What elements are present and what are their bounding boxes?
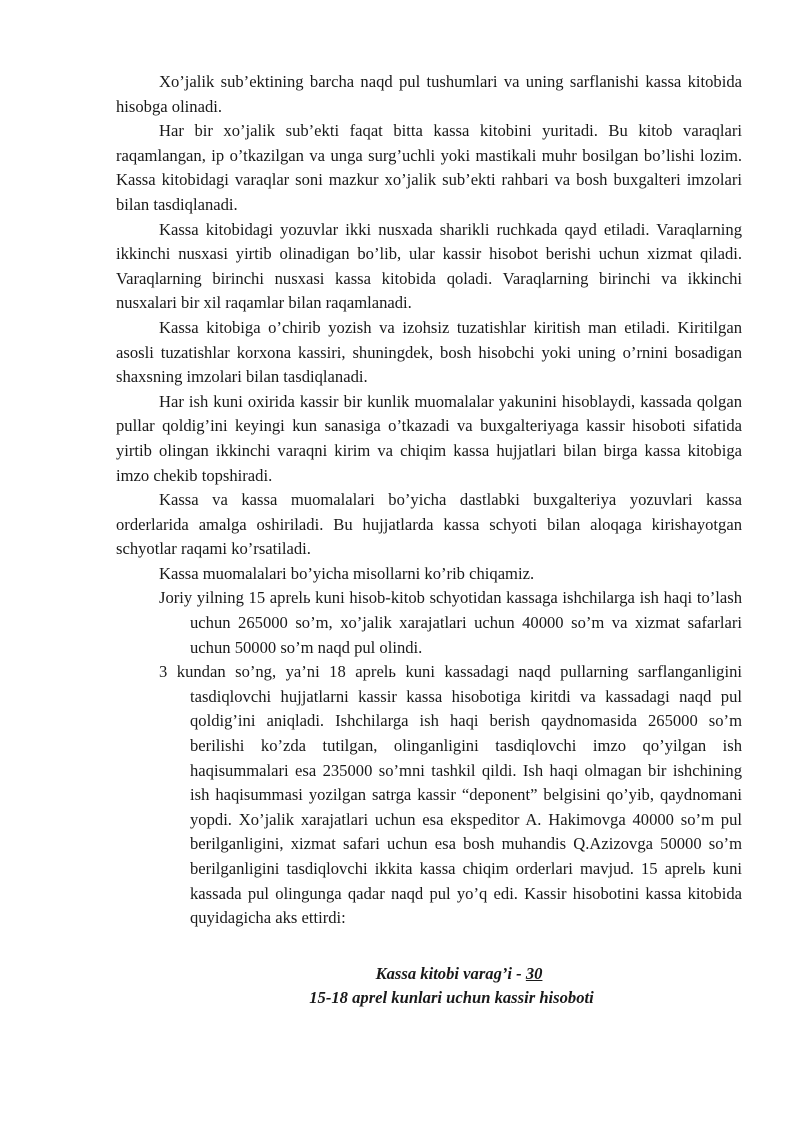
caption-title — [116, 962, 742, 987]
caption-title-text: Kassa kitobi varag’i - — [375, 963, 526, 983]
example-item: Joriy yilning 15 aprelь kuni hisob-kitob schyotidan kassaga ishchilarga ish haqi to’lash uchun 265000 so’m, xo’jalik xarajatlari uchun 40000 so’m va xizmat safarlari uchun 50000 so’m naqd pul olindi. — [159, 588, 742, 657]
examples-intro: Kassa muomalalari bo’yicha misollarni ko’rib chiqamiz. — [159, 563, 535, 583]
paragraph: Har bir xo’jalik sub’ekti faqat bitta kassa kitobini yuritadi. Bu kitob varaqlari raqamlangan, ip o’tkazilgan va unga surg’uchli yoki mastikali muhr bosilgan bo’lishi lozim. Kassa kitobidagi varaqlar soni mazkur xo’jalik sub’ekti rahbari va bosh buxgalteri imzolari bilan tasdiqlanadi. — [116, 121, 742, 214]
paragraph: Kassa kitobiga o’chirib yozish va izohsiz tuzatishlar kiritish man etiladi. Kiritilgan asosli tuzatishlar korxona kassiri, shuningdek, bosh hisobchi yoki uning o’rnini bosadigan shaxsning imzolari bilan tasdiqlanadi. — [116, 317, 742, 387]
document-page — [116, 70, 742, 1011]
paragraph: Kassa kitobidagi yozuvlar ikki nusxada sharikli ruchkada qayd etiladi. Varaqlarning ikkinchi nusxasi yirtib olinadigan bo’lib, ular kassir hisobot berishi uchun xizmat qiladi. Varaqlarning birinchi nusxasi kassa kitobida qoladi. Varaqlarning birinchi va ikkinchi nusxalari bir xil raqamlar bilan raqamlanadi. — [116, 219, 742, 313]
caption-subtitle: 15-18 aprel kunlari uchun kassir hisoboti — [309, 988, 594, 1008]
example-item: 3 kundan so’ng, ya’ni 18 aprelь kuni kassadagi naqd pullarning sarflanganligini tasdiqlovchi hujjatlarni kassir kassa hisobotiga kiritdi va kassadagi naqd pul qoldig’ini aniqladi. Ishchilarga ish haqi berish qaydnomasida 265000 so’m berilishi ko’zda tutilgan, olinganligini tasdiqlovchi imzo qo’yilgan ish haqisummalari esa 235000 so’mni tashkil qildi. Ish haqi olmagan bir ishchining ish haqisummasi yozilgan satrga kassir “deponent” belgisini qo’yib, qaydnomani yopdi. Xo’jalik xarajatlari uchun esa ekspeditor A. Hakimovga 40000 so’m pul berilganligini, xizmat safari uchun esa bosh muhandis Q.Azizovga 50000 so’m berilganligini tasdiqlovchi ikkita kassa chiqim orderlari mavjud. 15 aprelь kuni kassada pul olingunga qadar naqd pul yo’q edi. Kassir hisobotini kassa kitobida quyidagicha aks ettirdi: — [159, 662, 742, 928]
caption-page-number: 30 — [525, 963, 543, 983]
paragraph: Har ish kuni oxirida kassir bir kunlik muomalalar yakunini hisoblaydi, kassada qolgan pullar qoldig’ini keyingi kun sanasiga o’tkazadi va buxgalteriyaga kassir hisoboti sifatida yirtib olingan ikkinchi varaqni kirim va chiqim kassa hujjatlari bilan birga kassa kitobiga imzo chekib topshiradi. — [116, 391, 742, 485]
paragraph: Kassa va kassa muomalalari bo’yicha dastlabki buxgalteriya yozuvlari kassa orderlarida amalga oshiriladi. Bu hujjatlarda kassa schyoti bilan aloqaga kirishayotgan schyotlar raqami ko’rsatiladi. — [116, 490, 742, 559]
paragraph: Xo’jalik sub’ektining barcha naqd pul tushumlari va uning sarflanishi kassa kitobida hisobga olinadi. — [116, 72, 742, 116]
